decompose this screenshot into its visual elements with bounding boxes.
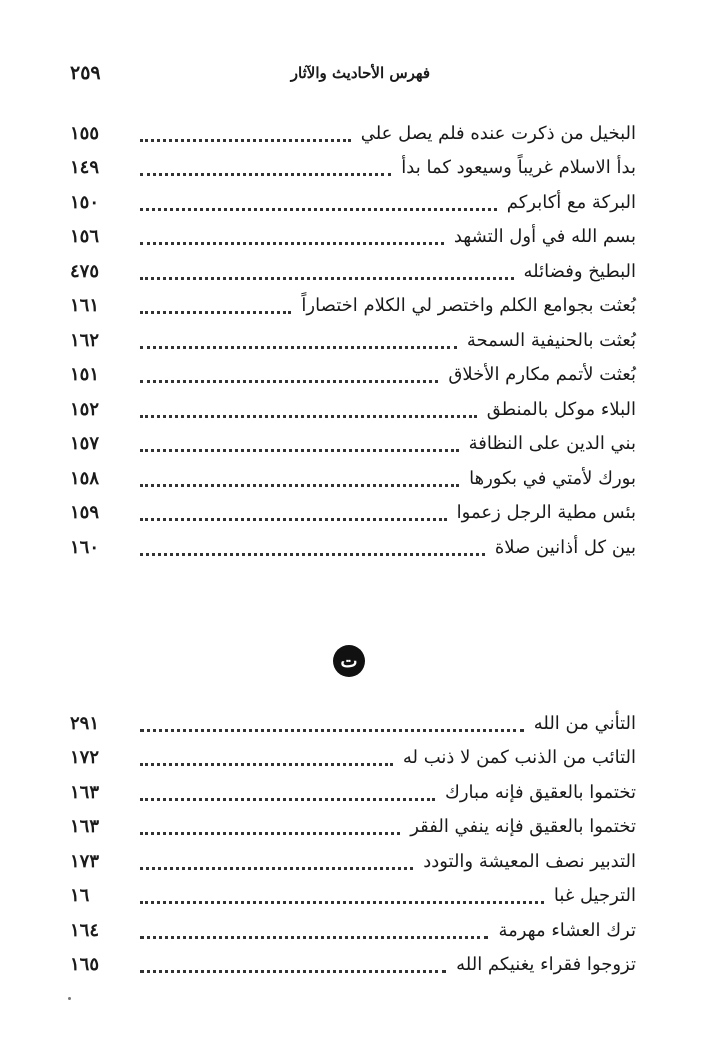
entry-page-number: ١٦١ [70,295,100,317]
index-entry [70,810,636,845]
dot-leader [140,966,446,973]
index-entry [70,706,636,741]
entry-page-number: ١٥٩ [70,502,100,524]
entry-text: التائب من الذنب كمن لا ذنب له [402,747,636,769]
dot-leader [140,135,351,142]
entry-page-number: ١٥٠ [70,191,100,213]
dot-leader [140,480,459,487]
entry-text: البخيل من ذكرت عنده فلم يصل علي [360,122,636,144]
index-entry [70,461,636,496]
entry-text: التأني من الله [533,712,636,734]
entry-page-number: ١٥٧ [70,433,100,455]
dot-leader [140,828,400,835]
index-entry [70,427,636,462]
entry-page-number: ١٥١ [70,364,100,386]
dot-leader [140,204,497,211]
entry-page-number: ١٥٨ [70,467,100,489]
entry-page-number: ١٤٩ [70,157,100,179]
entry-page-number: ١٥٦ [70,226,100,248]
index-entry [70,496,636,531]
entry-page-number: ١٦٢ [70,329,100,351]
entry-page-number: ١٦٠ [70,536,100,558]
entry-text: بُعثت بجوامع الكلم واختصر لي الكلام اختصاراً [301,295,636,317]
entry-text: تختموا بالعقيق فإنه مبارك [445,781,636,803]
entry-page-number: ١٥٢ [70,398,100,420]
entry-text: بين كل أذانين صلاة [494,536,636,558]
dot-leader [140,342,457,349]
index-entry [70,844,636,879]
entry-text: البركة مع أكابركم [506,191,636,213]
entry-page-number: ١٥٥ [70,122,100,144]
index-entry [70,913,636,948]
entry-text: تزوجوا فقراء يغنيكم الله [456,954,636,976]
entry-text: بورك لأمتي في بكورها [469,467,636,489]
index-entry [70,741,636,776]
entry-text: بسم الله في أول التشهد [453,226,636,248]
dot-leader [140,411,477,418]
entry-text: التدبير نصف المعيشة والتودد [423,850,636,872]
dot-leader [140,794,435,801]
index-entry [70,530,636,565]
entry-page-number: ١٧٣ [70,850,100,872]
index-entry [70,358,636,393]
dot-leader [140,238,444,245]
dot-leader [140,307,291,314]
page-header [70,62,630,92]
index-entry [70,116,636,151]
entry-page-number: ٢٩١ [70,712,100,734]
dot-leader [140,932,488,939]
entry-page-number: ١٦٣ [70,816,100,838]
index-entry [70,220,636,255]
index-entry [70,289,636,324]
entry-text: بني الدين على النظافة [468,433,636,455]
entry-text: بُعثت لأتمم مكارم الأخلاق [448,364,636,386]
entry-text: بئس مطية الرجل زعموا [456,502,636,524]
dot-leader [140,514,447,521]
index-entry [70,775,636,810]
dot-leader [140,273,514,280]
dot-leader [140,897,544,904]
index-entry [70,879,636,914]
index-section-ta [70,706,636,982]
entry-page-number: ١٦ [70,885,90,907]
index-entry [70,254,636,289]
entry-page-number: ١٦٤ [70,919,100,941]
entry-page-number: ١٧٢ [70,747,100,769]
page-number: ٢٥٩ [70,62,101,84]
dot-leader [140,725,524,732]
dot-leader [140,549,485,556]
entry-page-number: ٤٧٥ [70,260,100,282]
dot-leader [140,376,438,383]
section-letter-marker: ت [333,645,365,677]
dot-leader [140,759,393,766]
index-entry [70,323,636,358]
entry-text: بدأ الاسلام غريباً وسيعود كما بدأ [401,157,636,179]
entry-text: بُعثت بالحنيفية السمحة [466,329,636,351]
entry-text: البلاء موكل بالمنطق [486,398,636,420]
index-entry [70,392,636,427]
index-entry [70,185,636,220]
entry-text: الترجيل غبا [553,885,636,907]
index-section-ba [70,116,636,565]
entry-text: تختموا بالعقيق فإنه ينفي الفقر [410,816,636,838]
index-entry [70,151,636,186]
entry-page-number: ١٦٥ [70,954,100,976]
dot-leader [140,445,459,452]
running-title: فهرس الأحاديث والآثار [290,64,430,82]
entry-text: ترك العشاء مهرمة [498,919,636,941]
dot-leader [140,863,413,870]
margin-mark [68,997,71,1000]
dot-leader [140,169,391,176]
index-entry [70,948,636,983]
entry-text: البطيخ وفضائله [523,260,636,282]
entry-page-number: ١٦٣ [70,781,100,803]
